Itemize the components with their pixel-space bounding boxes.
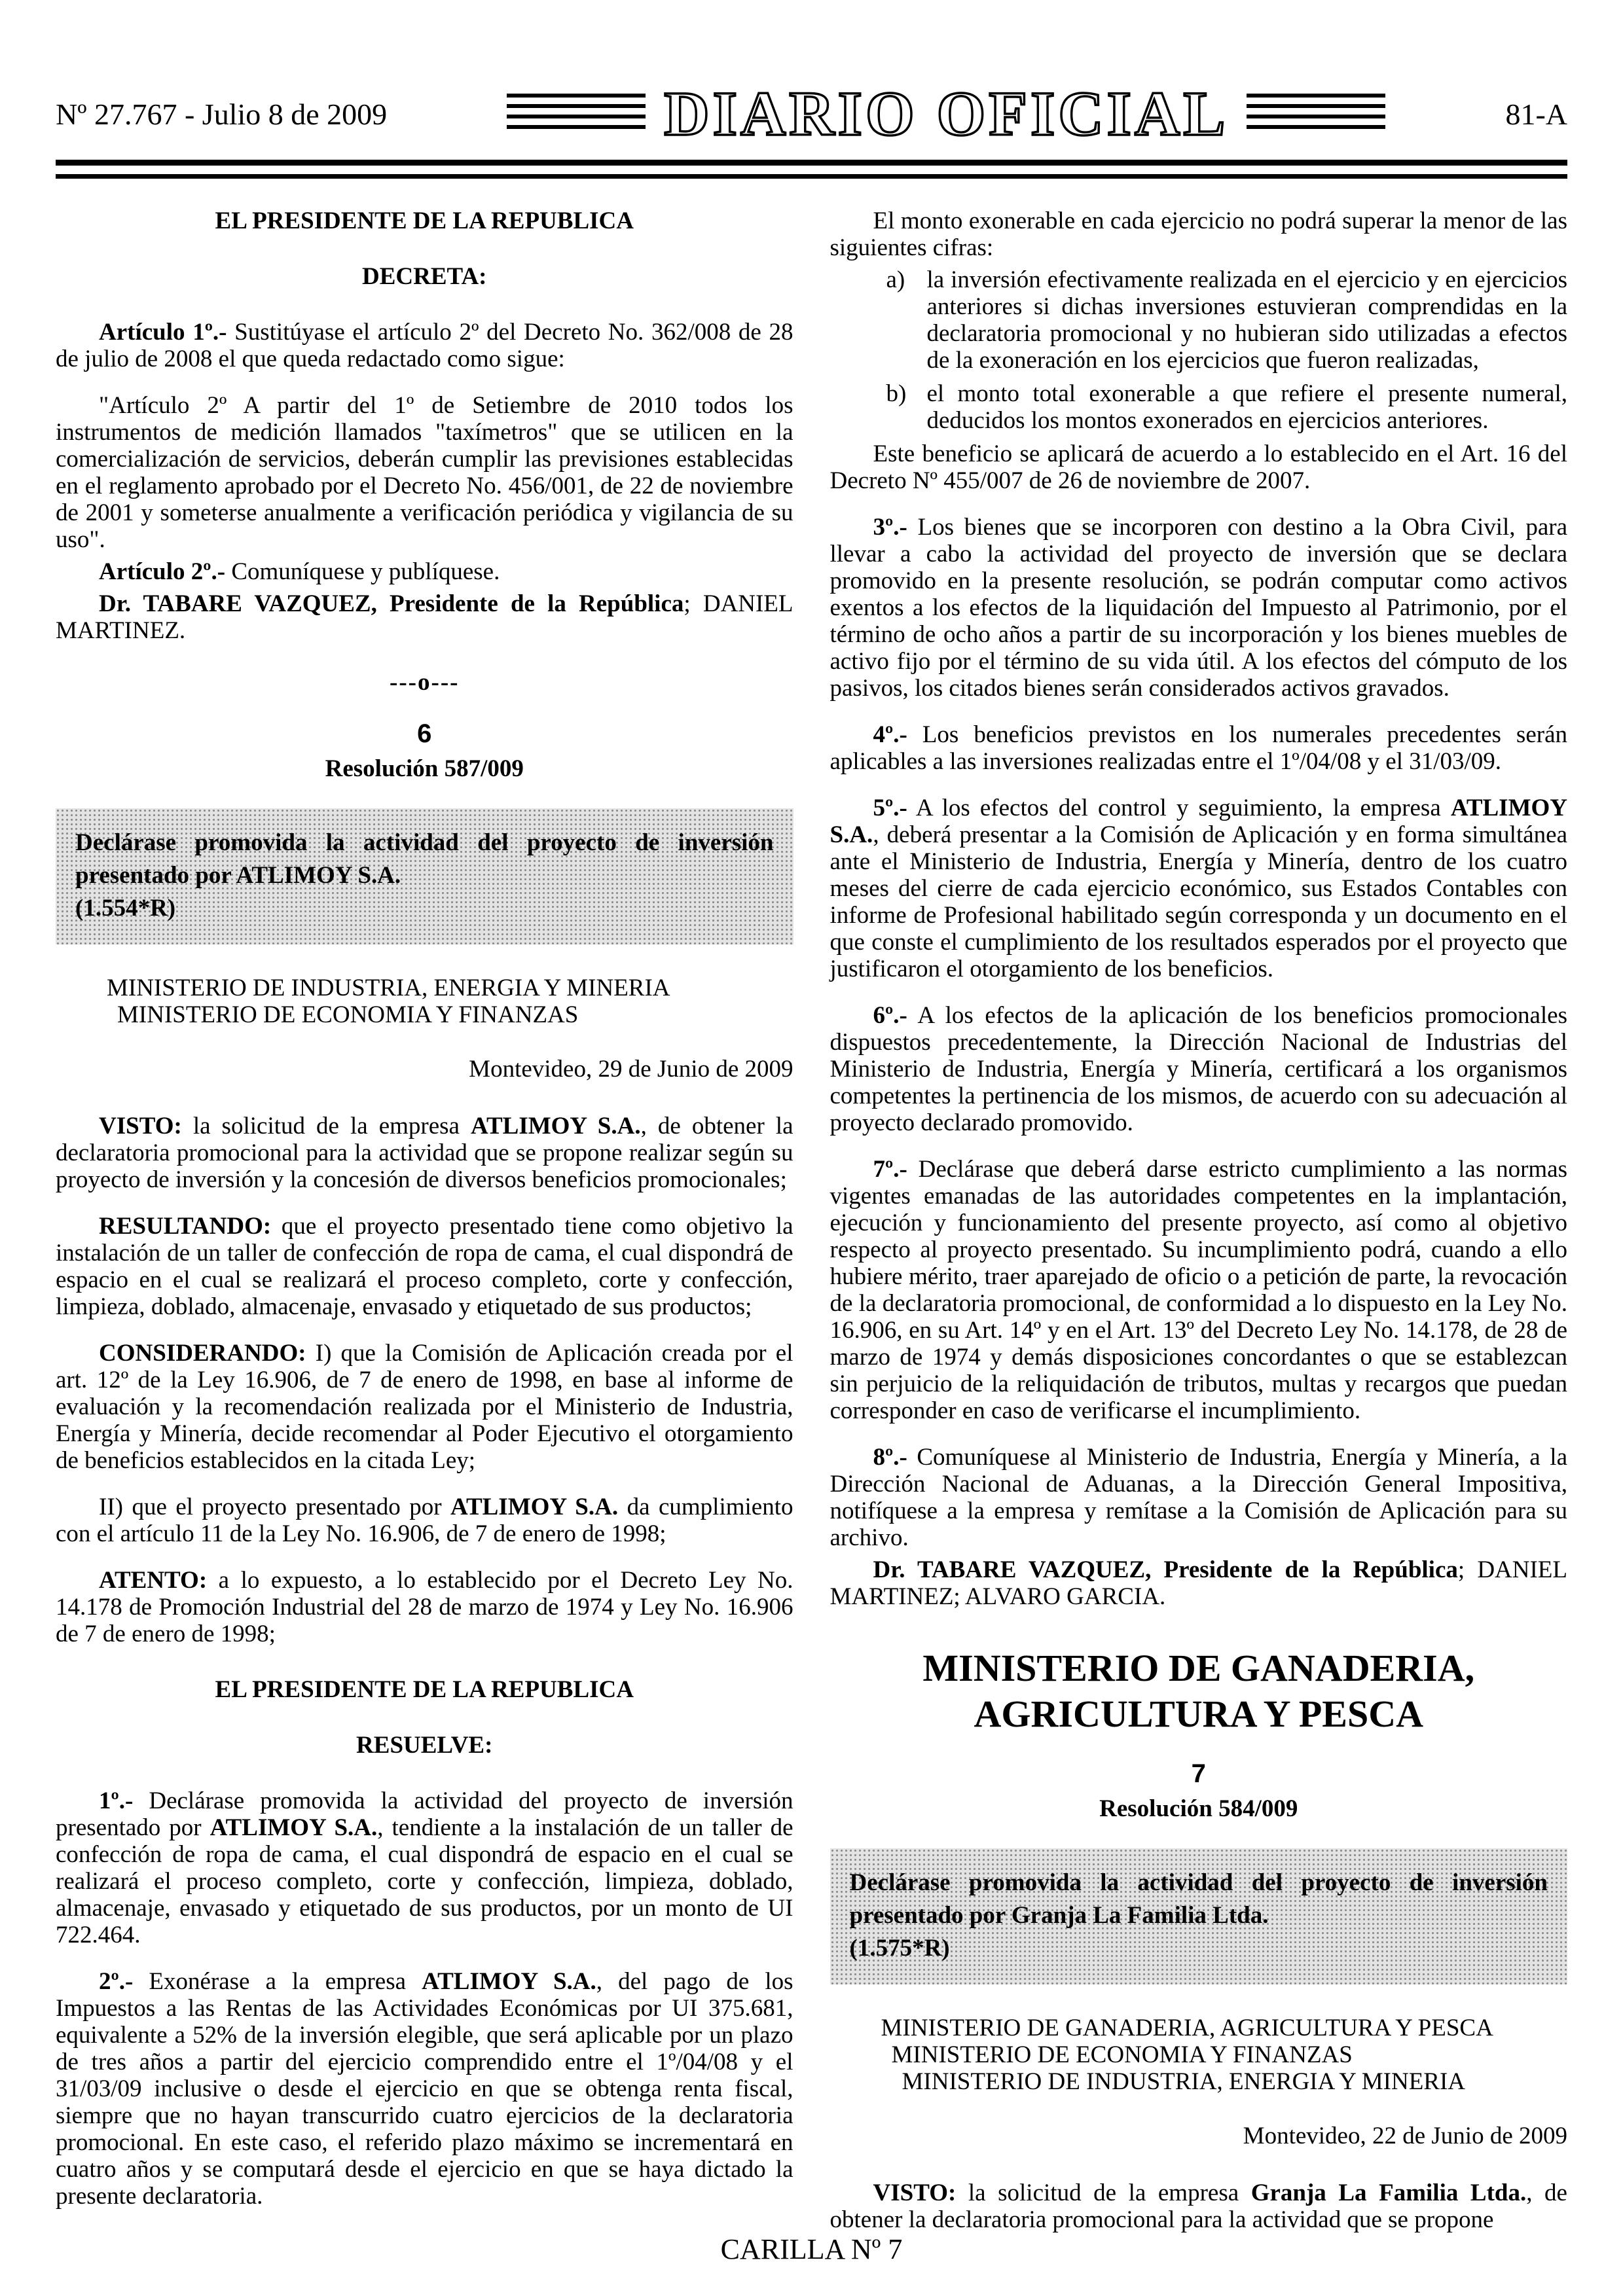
body-text: II) que el proyecto presentado por — [99, 1494, 451, 1520]
promo-box-line: (1.554*R) — [75, 895, 176, 922]
body-text: la solicitud de la empresa — [956, 2179, 1251, 2206]
masthead-title: DIARIO OFICIAL — [664, 79, 1229, 149]
ministry-line: MINISTERIO DE ECONOMIA Y FINANZAS — [891, 2041, 1353, 2068]
body-text: El monto exonerable en cada ejercicio no podrá superar la menor de las siguientes cifras: — [830, 207, 1567, 261]
emphasis-text: ATLIMOY S.A. — [450, 1494, 619, 1520]
dateline: Montevideo, 29 de Junio de 2009 — [469, 1056, 793, 1083]
emphasis-text: ATLIMOY S.A. — [471, 1113, 641, 1139]
masthead-ornament-left-icon — [507, 94, 646, 134]
paragraph — [830, 1002, 1568, 1136]
masthead — [507, 79, 1385, 149]
document-body — [56, 207, 1567, 2253]
promo-box-line: Declárase promovida la actividad del proyecto de inversión presentado por Granja La Familia Ltda. — [849, 1869, 1548, 1929]
body-text: ; DANIEL MARTINEZ; ALVARO GARCIA. — [830, 1556, 1568, 1610]
header-rule-bottom — [56, 174, 1567, 179]
section-heading: RESUELVE: — [356, 1732, 493, 1759]
emphasis-text: 5º.- — [873, 795, 907, 821]
resolution-title: Resolución 584/009 — [1099, 1795, 1298, 1822]
paragraph — [56, 1340, 793, 1474]
list-text: la inversión efectivamente realizada en el ejercicio y en ejercicios anteriores si dichas inversiones estuvieran comprendidas en la declaratoria promocional y no hubieran sido utilizadas a efectos de la exoneración en los ejercicios que fueron realizadas, — [926, 266, 1567, 374]
ministry-heading: MINISTERIO DE GANADERIA, AGRICULTURA Y PESCA — [922, 1647, 1475, 1735]
paragraph — [830, 1156, 1568, 1424]
masthead-ornament-right-icon — [1247, 94, 1385, 134]
body-text: Este beneficio se aplicará de acuerdo a lo establecido en el Art. 16 del Decreto Nº 455/007 de 26 de noviembre de 2007. — [830, 440, 1567, 494]
list-marker: a) — [886, 266, 905, 293]
emphasis-text: ATLIMOY S.A. — [210, 1814, 378, 1841]
body-text: a lo expuesto, a lo establecido por el Decreto Ley No. 14.178 de Promoción Industrial del 28 de marzo de 1974 y Ley No. 16.906 de 7 de enero de 1998; — [56, 1567, 793, 1647]
page-footer — [0, 2233, 1623, 2266]
body-text: Comuníquese y publíquese. — [225, 558, 500, 585]
list-text: el monto total exonerable a que refiere el presente numeral, deducidos los montos exonerados en ejercicios anteriores. — [926, 380, 1567, 434]
carilla-label: CARILLA Nº 7 — [720, 2233, 903, 2265]
body-text: ; DANIEL MARTINEZ. — [56, 590, 793, 644]
body-text: la solicitud de la empresa — [181, 1113, 471, 1139]
promo-summary-box — [830, 1848, 1568, 1984]
promo-box-line: Declárase promovida la actividad del proyecto de inversión presentado por ATLIMOY S.A. — [75, 829, 774, 889]
paragraph — [56, 1787, 793, 1948]
paragraph — [830, 440, 1568, 494]
list-item — [830, 266, 1568, 374]
list-item — [830, 380, 1568, 434]
emphasis-text: Granja La Familia Ltda. — [1250, 2179, 1527, 2206]
paragraph — [56, 1494, 793, 1547]
ministry-line: MINISTERIO DE ECONOMIA Y FINANZAS — [117, 1001, 579, 1028]
left-column — [56, 207, 793, 2253]
paragraph — [830, 207, 1568, 261]
body-text: , deberá presentar a la Comisión de Aplicación y en forma simultánea ante el Ministerio de Industria, Energía y Minería, dentro de los cuatro meses del cierre de cada ejercicio económico, sus Estados Contables con informe de Profesional habilitado según corresponda y un documento en el que conste el cumplimiento de los resultados esperados por el proyecto que justificaron el otorgamiento de los beneficios. — [830, 821, 1567, 982]
body-text: A los efectos de la aplicación de los beneficios promocionales dispuestos precedentemente, la Dirección Nacional de Industrias del Ministerio de Industria, Energía y Minería, certificará a los organismos competentes la pertinencia de los mismos, de acuerdo con su adecuación al proyecto declarado promovido. — [830, 1002, 1567, 1136]
paragraph — [56, 392, 793, 553]
paragraph — [56, 558, 793, 585]
paragraph — [56, 1213, 793, 1320]
emphasis-text: 2º.- — [99, 1968, 134, 1995]
section-heading: EL PRESIDENTE DE LA REPUBLICA — [215, 1676, 634, 1703]
ministries — [830, 2015, 1568, 2095]
emphasis-text: Artículo 1º.- — [99, 319, 227, 346]
section-heading: DECRETA: — [362, 263, 487, 290]
emphasis-text: 8º.- — [873, 1444, 907, 1471]
dateline: Montevideo, 22 de Junio de 2009 — [1243, 2123, 1567, 2149]
paragraph — [56, 319, 793, 372]
body-text: Exonérase a la empresa — [133, 1968, 422, 1995]
body-text: , de obtener la declaratoria promocional para la actividad que se propone realizar según su proyecto de inversión y la concesión de diversos beneficios promocionales; — [56, 1113, 793, 1193]
page-header — [56, 77, 1567, 151]
ministry-line: MINISTERIO DE INDUSTRIA, ENERGIA Y MINERIA — [107, 975, 670, 1001]
emphasis-text: 1º.- — [99, 1787, 134, 1814]
body-text: que el proyecto presentado tiene como objetivo la instalación de un taller de confección de ropa de cama, el cual dispondrá de espacio en el cual se realizará el proceso completo, corte y confección, limpieza, doblado, almacenaje, envasado y etiquetado de sus productos; — [56, 1213, 793, 1320]
body-text: Sustitúyase el artículo 2º del Decreto No. 362/008 de 28 de julio de 2008 el que queda redactado como sigue: — [56, 319, 793, 372]
body-text: , del pago de los Impuestos a las Rentas de las Actividades Económicas por UI 375.681, equivalente a 52% de la inversión elegible, que será aplicable por un plazo de tres años a partir del ejercicio comprendido entre el 1º/04/08 y el 31/03/09 inclusive o desde el ejercicio en que se obtenga renta fiscal, siempre que no hayan transcurrido cuatro ejercicios de la declaratoria promocional. En este caso, el referido plazo máximo se incrementará en cuatro años y se computará desde el ejercicio en que se haya dictado la presente declaratoria. — [56, 1968, 793, 2210]
list-marker: b) — [886, 380, 907, 407]
item-number: 6 — [417, 719, 432, 748]
emphasis-text: Dr. TABARE VAZQUEZ, Presidente de la República — [873, 1556, 1458, 1583]
promo-box-line: (1.575*R) — [849, 1935, 950, 1962]
body-text: A los efectos del control y seguimiento, la empresa — [907, 795, 1451, 821]
resolution-title: Resolución 587/009 — [325, 755, 524, 782]
emphasis-text: ATLIMOY S.A. — [422, 1968, 596, 1995]
ministry-line: MINISTERIO DE INDUSTRIA, ENERGIA Y MINERIA — [902, 2068, 1466, 2095]
emphasis-text: VISTO: — [99, 1113, 182, 1139]
paragraph — [56, 1567, 793, 1647]
emphasis-text: 6º.- — [873, 1002, 907, 1029]
promo-summary-box — [56, 808, 793, 944]
emphasis-text: Artículo 2º.- — [99, 558, 226, 585]
body-text: "Artículo 2º A partir del 1º de Setiembre de 2010 todos los instrumentos de medición llamados "taxímetros" que se utilicen en la comercialización de servicios, deberán cumplir las previsiones establecidas en el reglamento aprobado por el Decreto No. 456/001, de 22 de noviembre de 2001 y someterse anualmente a verificación periódica y vigilancia de su uso". — [56, 392, 793, 553]
paragraph — [56, 1113, 793, 1193]
emphasis-text: ATENTO: — [99, 1567, 208, 1594]
emphasis-text: 3º.- — [873, 514, 907, 541]
section-heading: EL PRESIDENTE DE LA REPUBLICA — [215, 207, 634, 234]
emphasis-text: VISTO: — [873, 2179, 957, 2206]
paragraph — [830, 514, 1568, 702]
body-text: , tendiente a la instalación de un taller de confección de ropa de cama, el cual dispondrá de espacio en el cual se realizará el proceso completo, corte y confección, limpieza, doblado, almacenaje, envasado y etiquetado de sus productos, por un monto de UI 722.464. — [56, 1814, 793, 1948]
ministries — [56, 975, 793, 1028]
paragraph — [830, 1556, 1568, 1610]
emphasis-text: CONSIDERANDO: — [99, 1340, 306, 1367]
page-number: 81-A — [1505, 97, 1567, 131]
ornament-separator: ---o--- — [390, 669, 460, 696]
emphasis-text: 7º.- — [873, 1156, 907, 1183]
header-rule-top — [56, 160, 1567, 166]
paragraph — [56, 590, 793, 644]
ministry-line: MINISTERIO DE GANADERIA, AGRICULTURA Y PESCA — [881, 2015, 1493, 2041]
paragraph — [830, 1444, 1568, 1551]
issue-number: Nº 27.767 - Julio 8 de 2009 — [56, 97, 388, 131]
emphasis-text: RESULTANDO: — [99, 1213, 272, 1240]
paragraph — [830, 795, 1568, 982]
emphasis-text: Dr. TABARE VAZQUEZ, Presidente de la República — [99, 590, 684, 617]
body-text: Los beneficios previstos en los numerales precedentes serán aplicables a las inversiones realizadas entre el 1º/04/08 y el 31/03/09. — [830, 721, 1567, 775]
body-text: Declárase que deberá darse estricto cumplimiento a las normas vigentes emanadas de las autoridades competentes en la implantación, ejecución y funcionamiento del presente proyecto, así como al objetivo respecto al proyecto presentado. Su incumplimiento podrá, cuando a ello hubiere mérito, traer aparejado de oficio o a petición de parte, la revocación de la declaratoria promocional, de conformidad a lo dispuesto en la Ley No. 16.906, en su Art. 14º y en el Art. 13º del Decreto Ley No. 14.178, de 28 de marzo de 1974 y demás disposiciones concordantes o que se establezcan sin perjuicio de la reliquidación de tributos, multas y recargos que puedan corresponder en caso de verificarse el incumplimiento. — [830, 1156, 1567, 1424]
body-text: Declárase promovida la actividad del proyecto de inversión presentado por — [56, 1787, 793, 1841]
body-text: da cumplimiento con el artículo 11 de la Ley No. 16.906, de 7 de enero de 1998; — [56, 1494, 793, 1547]
body-text: I) que la Comisión de Aplicación creada por el art. 12º de la Ley 16.906, de 7 de enero de 1998, en base al informe de evaluación y la recomendación realizada por el Ministerio de Industria, Energía y Minería, decide recomendar al Poder Ejecutivo el otorgamiento de beneficios establecidos en la citada Ley; — [56, 1340, 793, 1474]
body-text: Los bienes que se incorporen con destino a la Obra Civil, para llevar a cabo la actividad del proyecto de inversión que se declara promovido en la presente resolución, se podrán computar como activos exentos a los efectos de la liquidación del Impuesto al Patrimonio, por el término de ocho años a partir de su incorporación y los bienes muebles de activo fijo por el término de su vida útil. A los efectos del cómputo de los pasivos, los citados bienes serán considerados activos gravados. — [830, 514, 1567, 702]
body-text: Comuníquese al Ministerio de Industria, Energía y Minería, a la Dirección Nacional de Aduanas, a la Dirección General Impositiva, notifíquese a la empresa y remítase a la Comisión de Aplicación para su archivo. — [830, 1444, 1567, 1551]
paragraph — [56, 1968, 793, 2210]
body-text: , de obtener la declaratoria promocional para la actividad que se propone — [830, 2179, 1567, 2233]
paragraph — [830, 721, 1568, 775]
item-number: 7 — [1191, 1759, 1206, 1788]
emphasis-text: 4º.- — [873, 721, 907, 748]
paragraph — [830, 2179, 1568, 2233]
emphasis-text: ATLIMOY S.A. — [830, 795, 1567, 848]
right-column — [830, 207, 1568, 2253]
